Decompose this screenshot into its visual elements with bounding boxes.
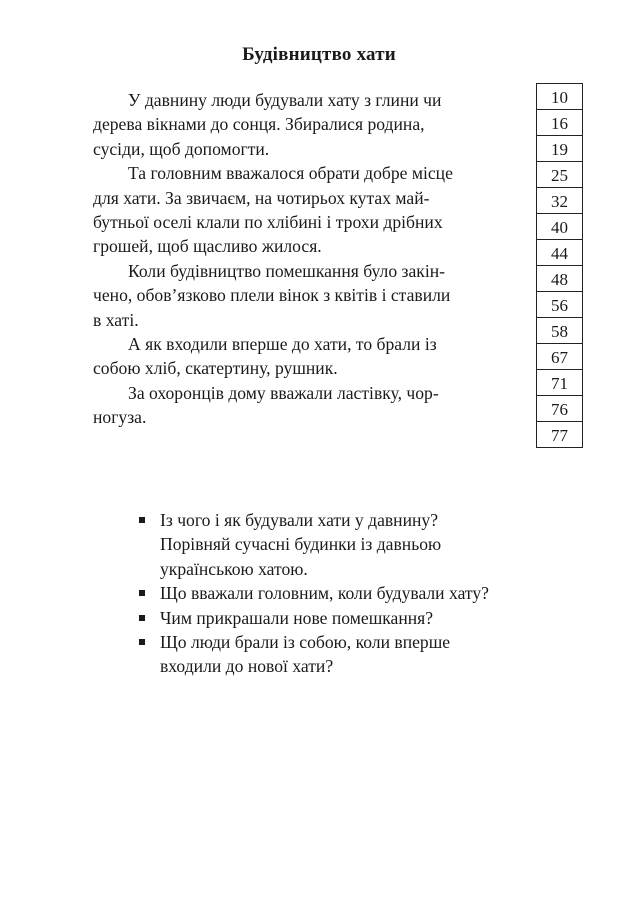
question-line: Порівняй сучасні будинки із давньою (160, 534, 442, 555)
question-line: українською хатою. (160, 558, 308, 579)
word-count-cell: 10 (537, 84, 582, 110)
story-text (93, 88, 523, 429)
question-line: входили до нової хати? (160, 656, 334, 677)
square-bullet-icon (139, 615, 145, 621)
story-line: За охоронців дому вважали ластівку, чор- (128, 382, 439, 403)
word-count-cell: 58 (537, 318, 582, 344)
word-count-cell: 77 (537, 422, 582, 448)
square-bullet-icon (139, 590, 145, 596)
word-count-cell: 16 (537, 110, 582, 136)
story-line: дерева вікнами до сонця. Збиралися родина, (93, 114, 425, 135)
word-count-cell: 48 (537, 266, 582, 292)
square-bullet-icon (139, 639, 145, 645)
word-count-cell: 67 (537, 344, 582, 370)
question-item (139, 630, 599, 679)
story-line: Коли будівництво помешкання було закін- (128, 260, 445, 281)
story-line: бутньої оселі клали по хлібині і трохи дрібних (93, 211, 443, 232)
question-list (139, 508, 599, 679)
story-line: А як входили вперше до хати, то брали із (128, 333, 437, 354)
question-item (139, 606, 599, 630)
question-item (139, 581, 599, 605)
word-count-cell: 44 (537, 240, 582, 266)
word-count-cell: 56 (537, 292, 582, 318)
story-line: для хати. За звичаєм, на чотирьох кутах май- (93, 187, 430, 208)
word-count-cell: 19 (537, 136, 582, 162)
story-line: У давнину люди будували хату з глини чи (128, 90, 442, 110)
word-count-cell: 76 (537, 396, 582, 422)
page-title: Будівництво хати (242, 44, 396, 65)
question-line: Що люди брали із собою, коли вперше (160, 632, 451, 653)
story-line: в хаті. (93, 309, 139, 330)
word-count-cell: 40 (537, 214, 582, 240)
word-count-column (536, 83, 583, 448)
word-count-cell: 71 (537, 370, 582, 396)
story-line: собою хліб, скатертину, рушник. (93, 358, 338, 379)
word-count-cell: 32 (537, 188, 582, 214)
question-line: Чим прикрашали нове помешкання? (160, 607, 434, 628)
story-line: ногуза. (93, 407, 147, 428)
story-line: Та головним вважалося обрати добре місце (128, 163, 453, 184)
question-line: Із чого і як будували хати у давнину? (160, 510, 439, 530)
question-line: Що вважали головним, коли будували хату? (160, 583, 489, 604)
square-bullet-icon (139, 517, 145, 523)
story-line: грошей, щоб щасливо жилося. (93, 236, 322, 257)
story-line: сусіди, щоб допомогти. (93, 138, 270, 159)
word-count-cell: 25 (537, 162, 582, 188)
story-line: чено, обов’язково плели вінок з квітів і ставили (93, 285, 451, 306)
question-item (139, 508, 599, 581)
